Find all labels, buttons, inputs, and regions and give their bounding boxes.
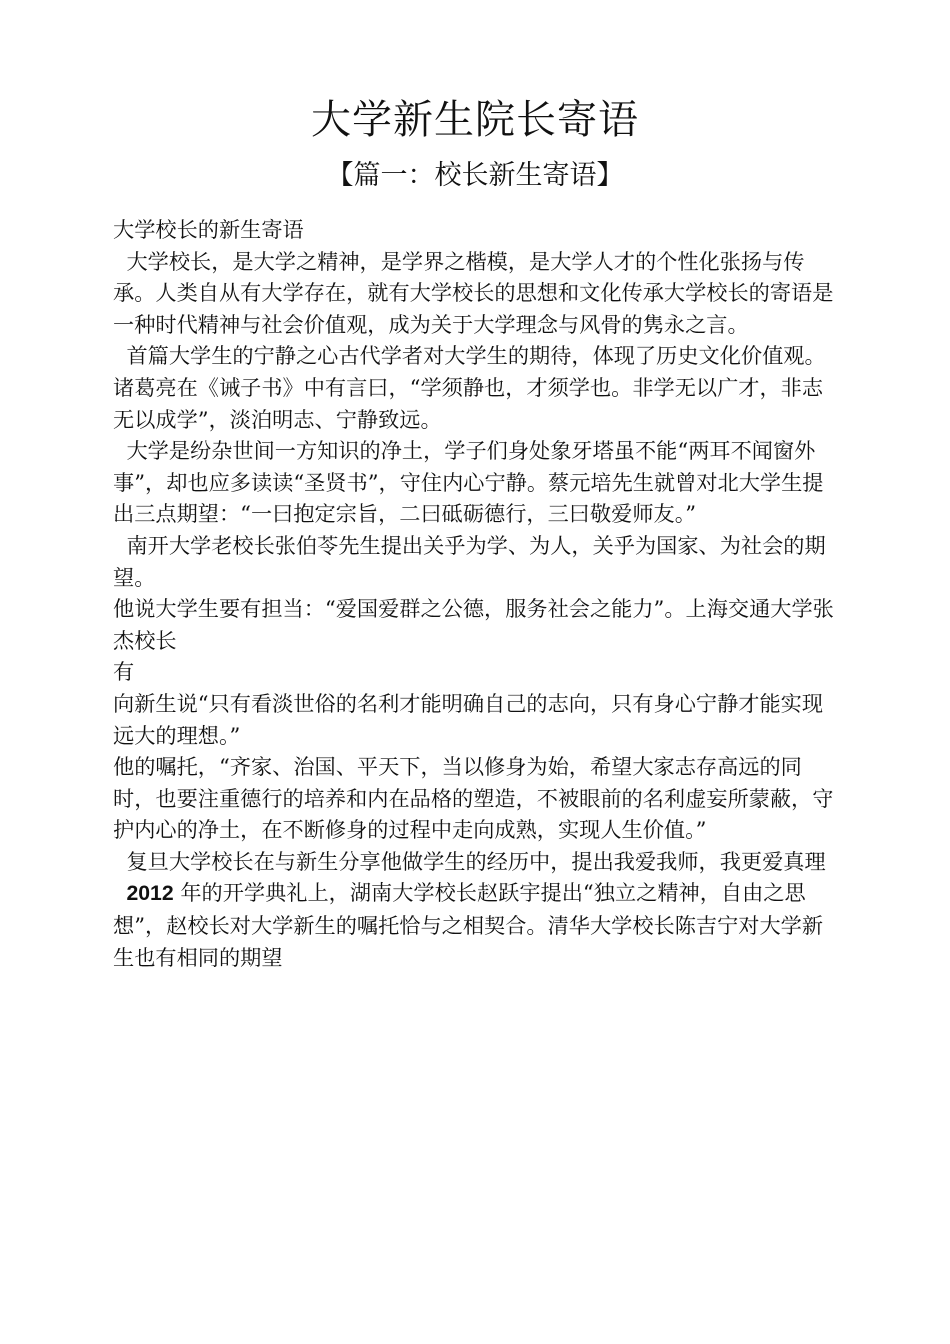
year-number: 2012 [126, 882, 174, 906]
paragraph-indent [113, 880, 126, 905]
paragraph: 大学校长，是大学之精神，是学界之楷模，是大学人才的个性化张扬与传承。人类自从有大学存在，就有大学校长的思想和文化传承大学校长的寄语是一种时代精神与社会价值观，成为关于大学理念与风骨的隽永之言。 [113, 248, 834, 337]
paragraph: 有 [113, 659, 135, 685]
paragraph: 想”，赵校长对大学新生的嘱托恰与之相契合。清华大学校长陈吉宁对大学新生也有相同的期望 [113, 913, 824, 970]
paragraph: 复旦大学校长在与新生分享他做学生的经历中，提出我爱我师，我更爱真理 [113, 848, 826, 874]
paragraph: 南开大学老校长张伯苓先生提出关乎为学、为人，关乎为国家、为社会的期望。 [113, 532, 826, 590]
section-heading: 【篇一：校长新生寄语】 [326, 160, 624, 191]
paragraph: 他的嘱托，“齐家、治国、平天下，当以修身为始，希望大家志存高远的同时，也要注重德行的培养和内在品格的塑造，不被眼前的名利虚妄所蒙蔽，守护内心的净土，在不断修身的过程中走向成熟，实现人生价值。” [113, 754, 834, 843]
paragraph-text: 年的开学典礼上，湖南大学校长赵跃宇提出“独立之精神，自由之思 [173, 880, 806, 906]
paragraph-intro-heading: 大学校长的新生寄语 [113, 217, 304, 242]
paragraph: 首篇大学生的宁静之心古代学者对大学生的期待，体现了历史文化价值观。诸葛亮在《诫子书》中有言曰，“学须静也，才须学也。非学无以广才，非志无以成学”，淡泊明志、宁静致远。 [113, 343, 826, 432]
paragraph: 他说大学生要有担当：“爱国爱群之公德，服务社会之能力”。上海交通大学张杰校长 [113, 596, 834, 653]
document-title: 大学新生院长寄语 [311, 97, 639, 143]
document-body [113, 214, 835, 973]
paragraph-2012 [113, 877, 835, 910]
paragraph: 大学是纷杂世间一方知识的净土，学子们身处象牙塔虽不能“两耳不闻窗外事”，却也应多读读“圣贤书”，守住内心宁静。蔡元培先生就曾对北大学生提出三点期望：“一曰抱定宗旨，二曰砥砺德行，三曰敬爱师友。” [113, 438, 824, 527]
paragraph: 向新生说“只有看淡世俗的名利才能明确自己的志向，只有身心宁静才能实现远大的理想。” [113, 690, 824, 748]
